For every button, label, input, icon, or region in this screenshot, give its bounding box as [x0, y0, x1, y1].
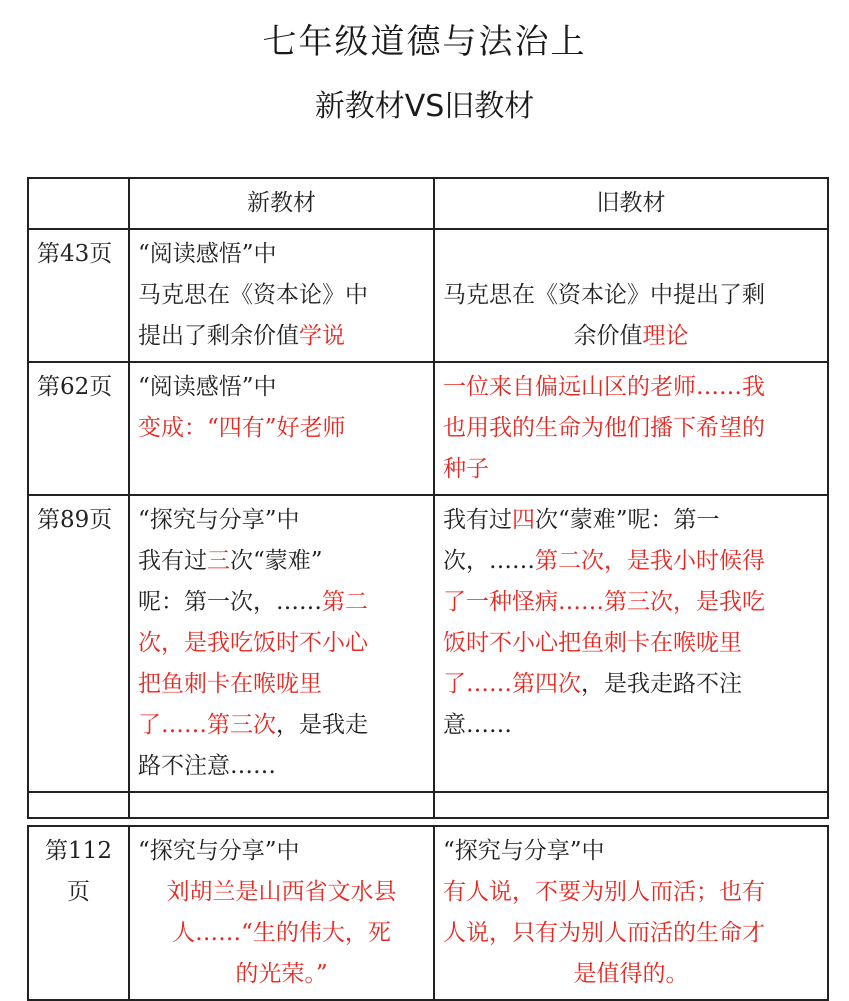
highlight-text: 次，是我吃饭时不小心: [138, 630, 368, 656]
page-cell: 第89页: [28, 495, 129, 792]
highlight-text: 是值得的。: [573, 961, 689, 987]
highlight-text: 三: [207, 548, 230, 574]
text-line: 意……: [443, 712, 512, 738]
empty-cell: [28, 792, 129, 818]
table-row-p62: [28, 362, 828, 495]
text-line: “阅读感悟”中: [138, 374, 277, 400]
table-row-p89: [28, 495, 828, 792]
highlight-text: 学说: [299, 323, 345, 349]
text-line: 马克思在《资本论》中: [138, 282, 368, 308]
page-cell: 第112页: [28, 826, 129, 1000]
document-subtitle: 新教材VS旧教材: [314, 89, 535, 124]
highlight-text: 了……第三次: [138, 712, 276, 738]
empty-cell: [129, 792, 434, 818]
highlight-text: 刘胡兰是山西省文水县: [166, 879, 397, 905]
text-line: [443, 623, 819, 664]
new-cell: [129, 229, 434, 362]
old-cell: [434, 362, 828, 495]
text-line: 次，……第二次，是我小时候得: [443, 548, 765, 574]
table-header-row: [28, 178, 828, 229]
text-line: [138, 913, 425, 954]
text-line: [443, 367, 819, 408]
text-line: “阅读感悟”中: [138, 241, 277, 267]
empty-cell: [434, 792, 828, 818]
highlight-text: 变成：“四有”好老师: [138, 415, 346, 441]
text-line: [443, 913, 819, 954]
highlight-text: 也用我的生命为他们播下希望的: [443, 415, 765, 441]
highlight-text: 有人说，不要为别人而活；也有: [443, 879, 765, 905]
page-cell: 第62页: [28, 362, 129, 495]
new-cell: [129, 826, 434, 1000]
text-line: [443, 408, 819, 449]
old-cell: [434, 495, 828, 792]
gap-cell: [28, 818, 129, 826]
highlight-text: 饭时不小心把鱼刺卡在喉咙里: [443, 630, 742, 656]
gap-cell: [129, 818, 434, 826]
highlight-text: 把鱼刺卡在喉咙里: [138, 671, 322, 697]
header-old-textbook: 旧教材: [434, 178, 828, 229]
text-line: 我有过四次“蒙难”呢：第一: [443, 507, 720, 533]
highlight-text: 第二: [322, 589, 368, 615]
highlight-text: 理论: [642, 323, 689, 349]
text-line: 提出了剩余价值学说: [138, 323, 345, 349]
text-line: [443, 449, 819, 490]
highlight-text: 四: [512, 507, 535, 533]
text-line: 了……第四次，是我走路不注: [443, 671, 742, 697]
page-cell: 第43页: [28, 229, 129, 362]
table-row-empty: [28, 792, 828, 818]
new-cell: [129, 362, 434, 495]
text-line: [443, 234, 819, 275]
highlight-text: 一位来自偏远山区的老师……我: [443, 374, 765, 400]
text-line: “探究与分享”中: [138, 838, 300, 864]
table-row-p43: [28, 229, 828, 362]
text-line: 我有过三次“蒙难”: [138, 548, 323, 574]
text-line: [138, 408, 425, 449]
gap-cell: [434, 818, 828, 826]
table-gap: [28, 818, 828, 826]
text-line: 呢：第一次，……第二: [138, 589, 368, 615]
text-line: [138, 872, 425, 913]
highlight-text: 人说，只有为别人而活的生命才: [443, 920, 765, 946]
highlight-text: 人……“生的伟大，死: [172, 920, 391, 946]
text-line: [138, 623, 425, 664]
table-row-p112: [28, 826, 828, 1000]
text-line: 余价值理论: [573, 323, 689, 349]
text-line: [443, 872, 819, 913]
text-line: [138, 954, 425, 995]
comparison-table: [27, 177, 829, 1001]
highlight-text: 第二次，是我小时候得: [535, 548, 765, 574]
highlight-text: 了一种怪病……第三次，是我吃: [443, 589, 765, 615]
text-line: 马克思在《资本论》中提出了剩: [443, 282, 765, 308]
old-cell: [434, 826, 828, 1000]
text-line: 了……第三次，是我走: [138, 712, 368, 738]
text-line: [443, 582, 819, 623]
highlight-text: 种子: [443, 456, 489, 482]
new-cell: [129, 495, 434, 792]
text-line: [138, 664, 425, 705]
header-page-cell: [28, 178, 129, 229]
text-line: “探究与分享”中: [443, 838, 605, 864]
old-cell: [434, 229, 828, 362]
highlight-text: 了……第四次: [443, 671, 581, 697]
text-line: “探究与分享”中: [138, 507, 300, 533]
text-line: 路不注意……: [138, 753, 276, 779]
text-line: [443, 954, 819, 995]
document-title: 七年级道德与法治上: [262, 22, 587, 62]
highlight-text: 的光荣。”: [235, 961, 328, 987]
header-new-textbook: 新教材: [129, 178, 434, 229]
